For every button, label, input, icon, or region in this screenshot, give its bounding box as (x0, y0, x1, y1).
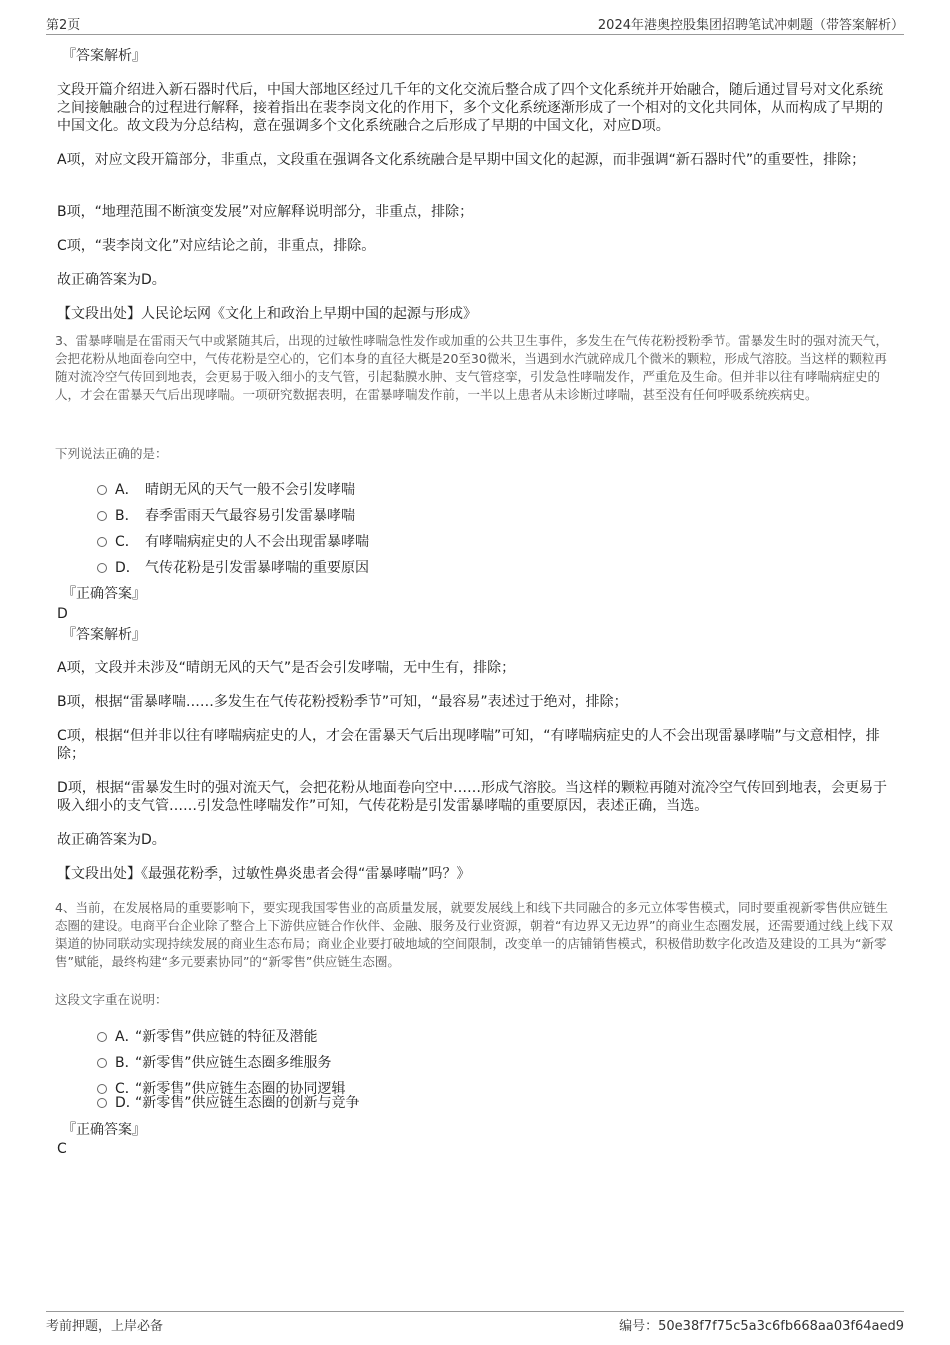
q4-prompt: 这段文字重在说明： (55, 992, 168, 1007)
q2-analysis-paragraph: 文段开篇介绍进入新石器时代后，中国大部地区经过几千年的文化交流后整合成了四个文化系统并开始融合，随后通过冒号对文化系统之间接触融合的过程进行解释，接着指出在裴李岗文化的作用下，多个文化系统逐渐形成了一个相对的文化共同体，从而构成了早期的中国文化。故文段为分总结构，意在强调多个文化系统融合之后形成了早期的中国文化，对应D项。 (57, 82, 883, 134)
q4-answer-label: 『正确答案』 (62, 1122, 146, 1138)
q2-conclusion: 故正确答案为D。 (57, 272, 166, 288)
document-id: 编号：50e38f7f75c5a3c6fb668aa03f64aed9 (619, 1319, 904, 1334)
q3-answer: D (57, 606, 68, 622)
radio-icon[interactable] (97, 1098, 107, 1108)
q3-option-c[interactable]: C． 有哮喘病症史的人不会出现雷暴哮喘 (97, 533, 369, 551)
q3-answer-label: 『正确答案』 (62, 586, 146, 602)
q3-analysis-b: B项，根据“雷暴哮喘……多发生在气传花粉授粉季节”可知，“最容易”表述过于绝对，排除； (57, 694, 628, 710)
radio-icon[interactable] (97, 1058, 107, 1068)
q4-answer: C (57, 1141, 67, 1157)
radio-icon[interactable] (97, 563, 107, 573)
q2-analysis-c: C项，“裴李岗文化”对应结论之前，非重点，排除。 (57, 238, 376, 254)
q2-analysis-b: B项，“地理范围不断演变发展”对应解释说明部分，非重点，排除； (57, 204, 474, 220)
q3-prompt: 下列说法正确的是： (55, 446, 168, 461)
q3-analysis-d: D项，根据“雷暴发生时的强对流天气，会把花粉从地面卷向空中……形成气溶胶。当这样的颗粒再随对流冷空气传回到地表，会更易于吸入细小的支气管……引发急性哮喘发作”可知，气传花粉是引发雷暴哮喘的重要原因，表述正确，当选。 (57, 780, 888, 814)
radio-icon[interactable] (97, 537, 107, 547)
q3-analysis-label: 『答案解析』 (62, 627, 146, 643)
q3-passage: 3、雷暴哮喘是在雷雨天气中或紧随其后，出现的过敏性哮喘急性发作或加重的公共卫生事件，多发生在气传花粉授粉季节。雷暴发生时的强对流天气，会把花粉从地面卷向空中，气传花粉是空心的，它们本身的直径大概是20至30微米，当遇到水汽就碎成几个微米的颗粒，形成气溶胶。当这样的颗粒再随对流冷空气传回到地表，会更易于吸入细小的支气管，引起黏膜水肿、支气管痉挛，引发急性哮喘发作，严重危及生命。但并非以往有哮喘病症史的人，才会在雷暴天气后出现哮喘。一项研究数据表明，在雷暴哮喘发作前，一半以上患者从未诊断过哮喘，甚至没有任何呼吸系统疾病史。 (55, 333, 888, 402)
radio-icon[interactable] (97, 485, 107, 495)
q4-option-a[interactable]: A．“新零售”供应链的特征及潜能 (97, 1028, 318, 1046)
q4-option-c[interactable]: C．“新零售”供应链生态圈的协同逻辑 (97, 1080, 346, 1098)
page-footer (46, 1311, 904, 1335)
q3-option-b[interactable]: B． 春季雷雨天气最容易引发雷暴哮喘 (97, 507, 355, 525)
radio-icon[interactable] (97, 511, 107, 521)
footer-slogan: 考前押题，上岸必备 (46, 1319, 164, 1334)
q2-analysis-a: A项，对应文段开篇部分，非重点，文段重在强调各文化系统融合是早期中国文化的起源，而非强调“新石器时代”的重要性，排除； (57, 152, 866, 168)
q4-option-d[interactable]: D．“新零售”供应链生态圈的创新与竞争 (97, 1094, 360, 1112)
q3-option-a[interactable]: A． 晴朗无风的天气一般不会引发哮喘 (97, 481, 355, 499)
q3-source: 【文段出处】《最强花粉季，过敏性鼻炎患者会得“雷暴哮喘”吗？》 (57, 866, 471, 882)
q3-analysis-c: C项，根据“但并非以往有哮喘病症史的人，才会在雷暴天气后出现哮喘”可知，“有哮喘病症史的人不会出现雷暴哮喘”与文意相悖，排除； (57, 728, 880, 762)
q4-option-b[interactable]: B．“新零售”供应链生态圈多维服务 (97, 1054, 332, 1072)
q4-passage: 4、当前，在发展格局的重要影响下，要实现我国零售业的高质量发展，就要发展线上和线下共同融合的多元立体零售模式，同时要重视新零售供应链生态圈的建设。电商平台企业除了整合上下游供应链合作伙伴、金融、服务及行业资源，朝着“有边界又无边界”的商业生态圈发展，还需要通过线上线下双渠道的协同联动实现持续发展的商业生态布局；商业企业要打破地域的空间限制，改变单一的店铺销售模式，积极借助数字化改造及建设的工具为“新零售”赋能，最终构建“多元要素协同”的“新零售”供应链生态圈。 (55, 900, 893, 969)
page-number: 第2页 (46, 18, 81, 33)
q3-conclusion: 故正确答案为D。 (57, 832, 166, 848)
radio-icon[interactable] (97, 1032, 107, 1042)
document-title: 2024年港奥控股集团招聘笔试冲刺题（带答案解析） (597, 18, 904, 33)
q3-analysis-a: A项，文段并未涉及“晴朗无风的天气”是否会引发哮喘，无中生有，排除； (57, 660, 516, 676)
page-header (46, 14, 904, 35)
q2-source: 【文段出处】人民论坛网《文化上和政治上早期中国的起源与形成》 (57, 306, 477, 322)
radio-icon[interactable] (97, 1084, 107, 1094)
q2-analysis-label: 『答案解析』 (62, 48, 146, 64)
q3-option-d[interactable]: D． 气传花粉是引发雷暴哮喘的重要原因 (97, 559, 369, 577)
